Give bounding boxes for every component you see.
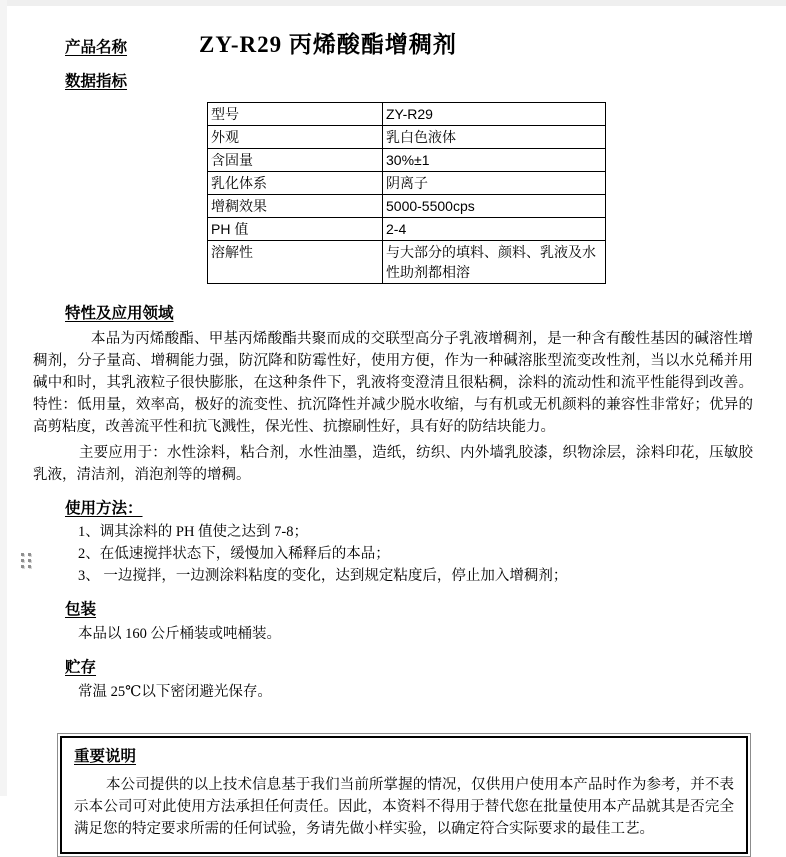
- section-heading-packaging: 包装: [65, 601, 97, 618]
- section-heading-storage: 贮存: [65, 659, 97, 676]
- spec-table-body: [208, 103, 606, 284]
- section-heading-features: 特性及应用领域: [65, 305, 174, 322]
- section-heading-usage: 使用方法：: [65, 500, 143, 517]
- table-row: [208, 149, 606, 172]
- table-row: [208, 172, 606, 195]
- features-paragraph-2: 主要应用于：水性涂料，粘合剂，水性油墨，造纸，纺织、内外墙乳胶漆，织物涂层，涂料印花，压敏胶乳液，清洁剂，消泡剂等的增稠。: [33, 445, 753, 483]
- page-title: ZY-R29 丙烯酸酯增稠剂: [199, 32, 457, 57]
- table-row: [208, 195, 606, 218]
- list-item: 3、 一边搅拌，一边测涂料粘度的变化，达到规定粘度后，停止加入增稠剂；: [78, 568, 568, 584]
- table-row: [208, 103, 606, 126]
- spec-value-cell: 2-4: [383, 218, 606, 241]
- spec-label-cell: 含固量: [208, 149, 383, 172]
- section-heading-data: 数据指标: [65, 73, 128, 90]
- spec-label-cell: 乳化体系: [208, 172, 383, 195]
- packaging-text: 本品以 160 公斤桶装或吨桶装。: [78, 626, 281, 642]
- spec-value-cell: 乳白色液体: [383, 126, 606, 149]
- spec-label-cell: 外观: [208, 126, 383, 149]
- spec-label-cell: 溶解性: [208, 241, 383, 284]
- important-notice-inner: [60, 736, 748, 854]
- table-row: [208, 126, 606, 149]
- spec-table: [207, 102, 606, 284]
- notice-heading: 重要说明: [74, 748, 137, 765]
- spec-value-cell: 与大部分的填料、颜料、乳液及水性助剂都相溶: [383, 241, 606, 284]
- spec-value-cell: 30%±1: [383, 149, 606, 172]
- storage-text: 常温 25℃以下密闭避光保存。: [78, 684, 272, 700]
- notice-body: 本公司提供的以上技术信息基于我们当前所掌握的情况，仅供用户使用本产品时作为参考，并不表示本公司可对此使用方法承担任何责任。因此，本资料不得用于替代您在批量使用本产品就其是否完全满足您的特定要求所需的任何试验，务请先做小样实验，以确定符合实际要求的最佳工艺。: [74, 777, 734, 837]
- spec-value-cell: 阴离子: [383, 172, 606, 195]
- spec-value-cell: 5000-5500cps: [383, 195, 606, 218]
- usage-steps: [33, 521, 753, 587]
- list-item: 1、调其涂料的 PH 值使之达到 7-8；: [78, 524, 308, 540]
- features-paragraph-1: 本品为丙烯酸酯、甲基丙烯酸酯共聚而成的交联型高分子乳液增稠剂，是一种含有酸性基因的碱溶性增稠剂，分子量高、增稠能力强，防沉降和防霉性好，使用方便，作为一种碱溶胀型流变改性剂，当以水兑稀并用碱中和时，其乳液粒子很快膨胀，在这种条件下，乳液将变澄清且很粘稠，涂料的流动性和流平性能得到改善。特性：低用量，效率高，极好的流变性、抗沉降性并减少脱水收缩，与有机或无机颜料的兼容性非常好；优异的高剪粘度，改善流平性和抗飞溅性，保光性、抗擦刷性好，具有好的防结块能力。: [33, 331, 753, 435]
- list-item: 2、在低速搅拌状态下，缓慢加入稀释后的本品；: [78, 546, 390, 562]
- important-notice-box: [57, 733, 751, 857]
- product-name-label: 产品名称: [65, 39, 128, 56]
- spec-value-cell: ZY-R29: [383, 103, 606, 126]
- document-header: [65, 26, 753, 59]
- drag-handle-dots-icon[interactable]: [21, 553, 35, 572]
- spec-label-cell: 增稠效果: [208, 195, 383, 218]
- spec-label-cell: 型号: [208, 103, 383, 126]
- table-row: [208, 241, 606, 284]
- spec-label-cell: PH 值: [208, 218, 383, 241]
- table-row: [208, 218, 606, 241]
